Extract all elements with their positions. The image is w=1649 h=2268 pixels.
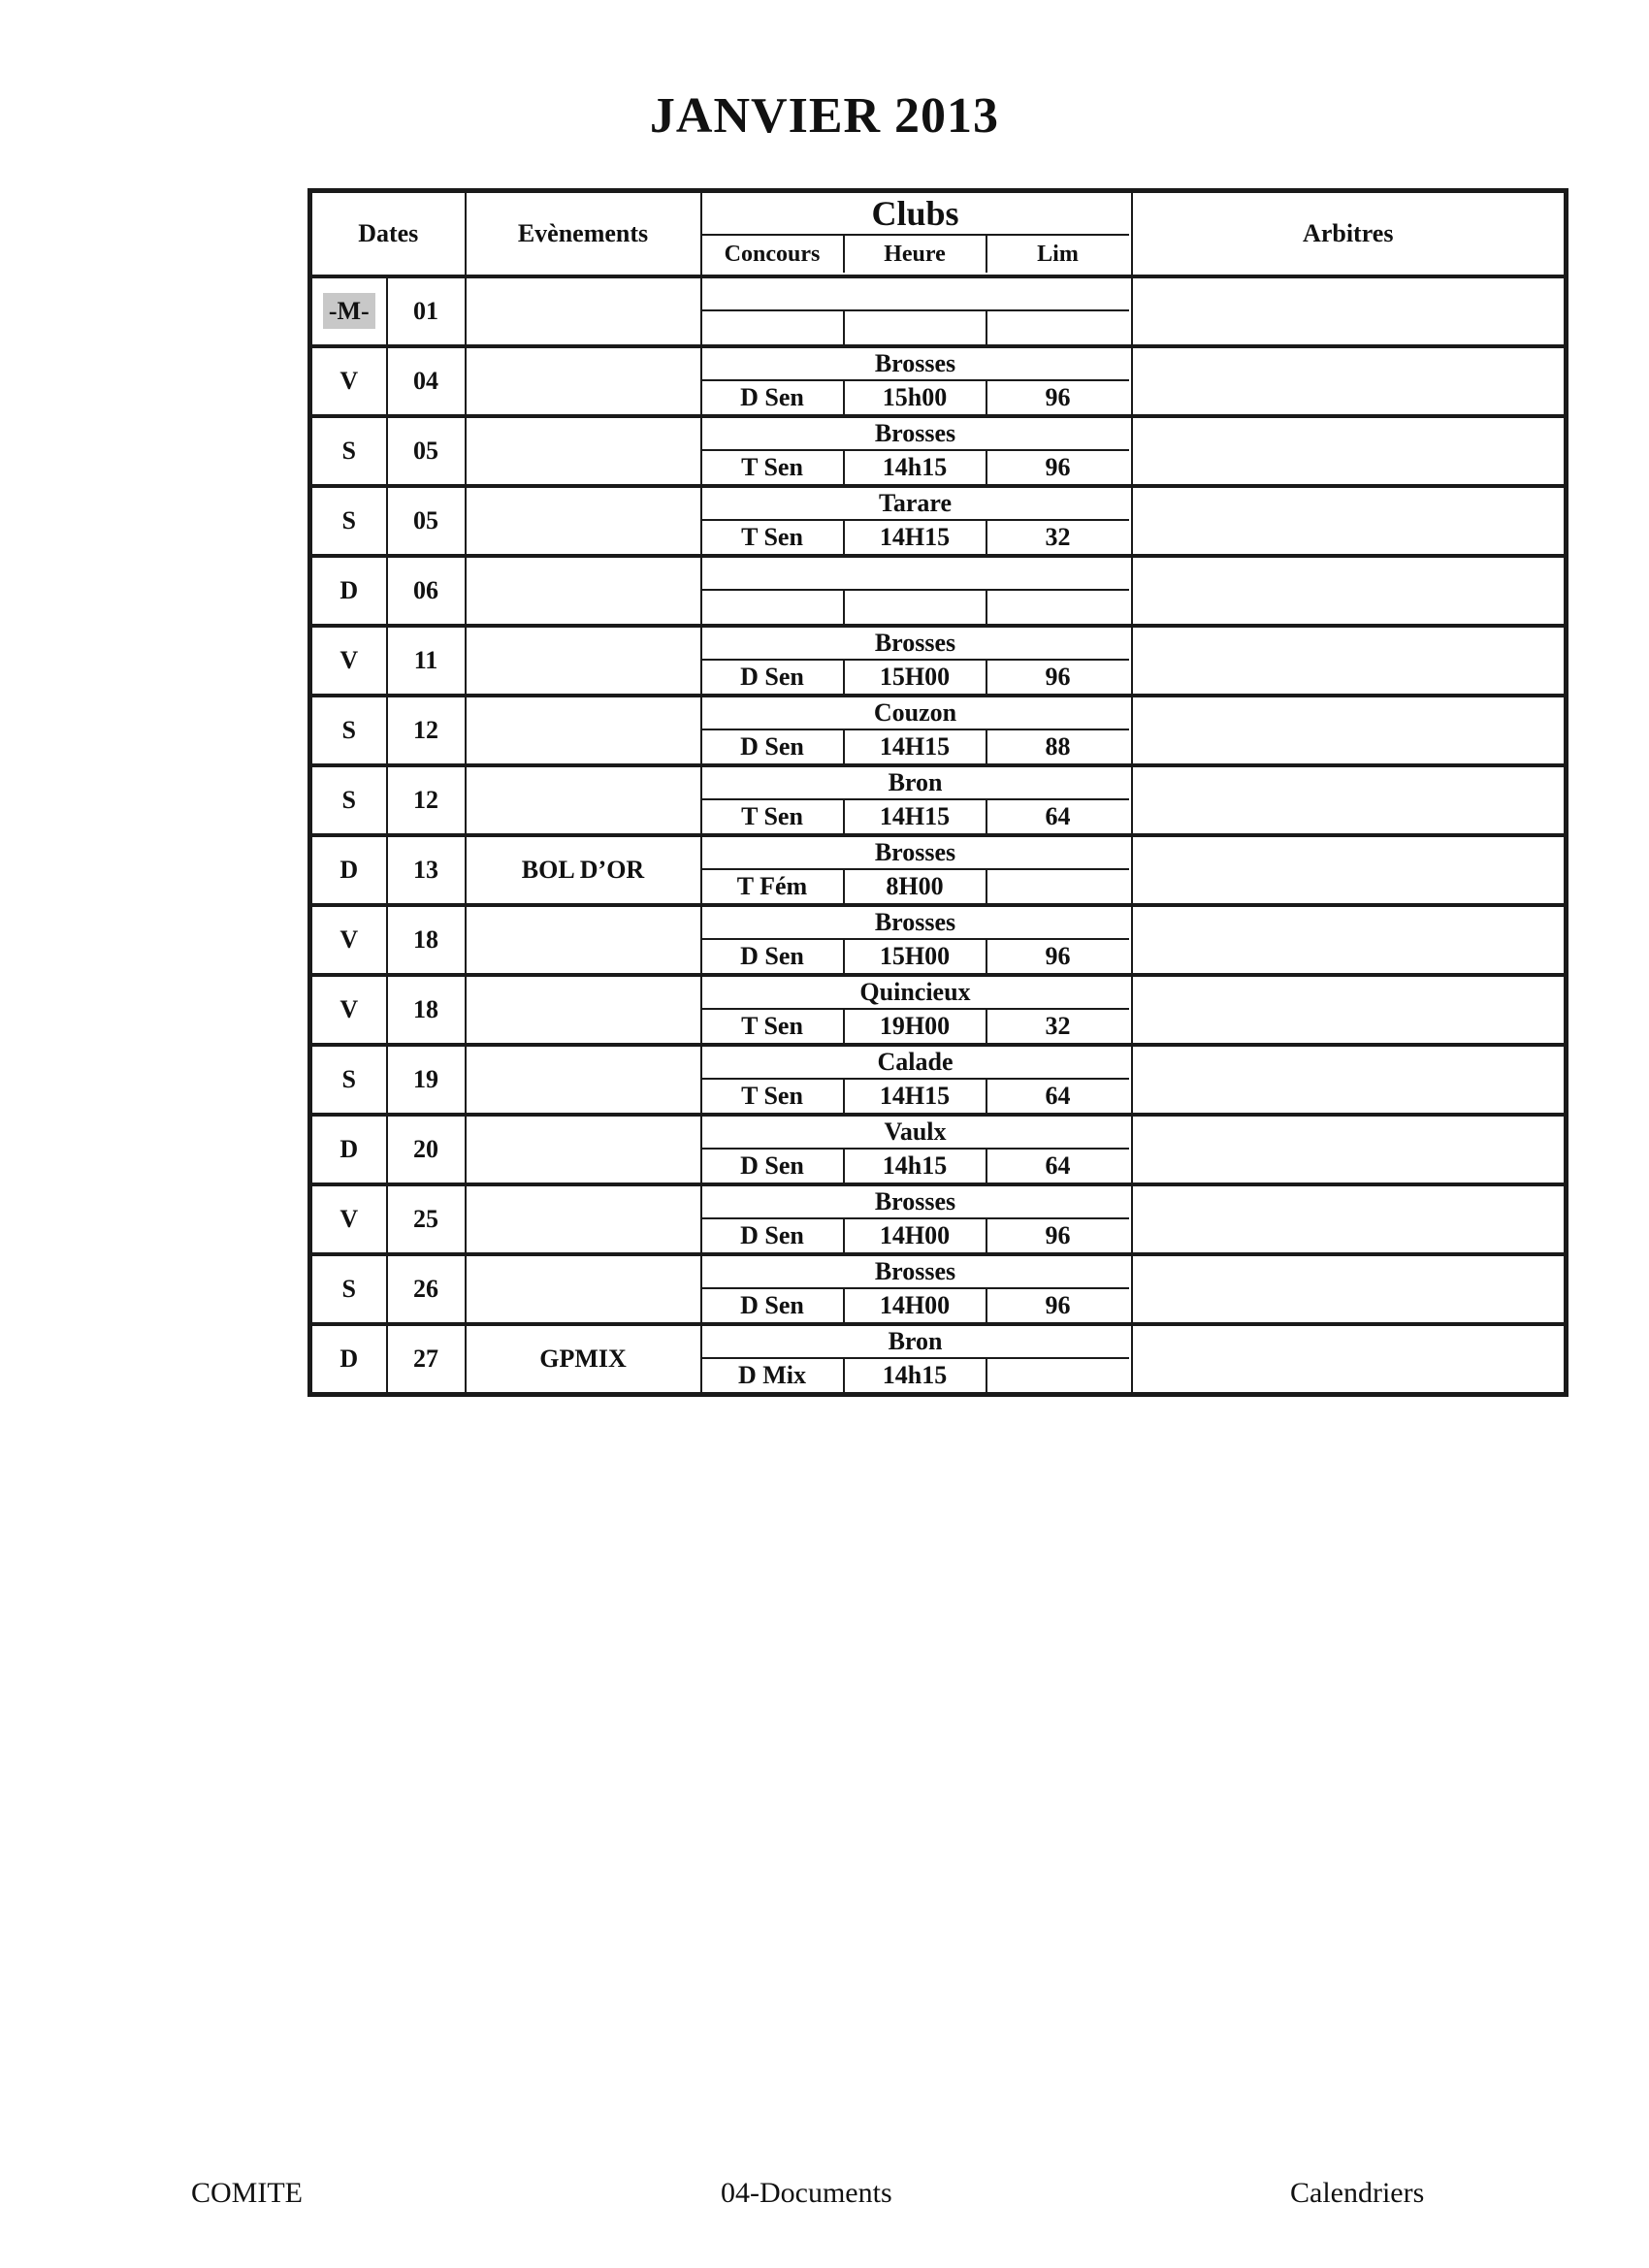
- arbitre-cell: [1132, 626, 1567, 696]
- date-cell: 20: [387, 1115, 466, 1184]
- clubs-header-label: Clubs: [702, 193, 1129, 236]
- concours-value: D Mix: [702, 1359, 845, 1392]
- dates-header: Dates: [310, 191, 466, 277]
- clubs-cell: [701, 626, 1132, 696]
- date-cell: 05: [387, 486, 466, 556]
- day-cell: [310, 975, 387, 1045]
- lim-value: 96: [1045, 453, 1071, 481]
- day-label: V: [340, 925, 359, 954]
- clubs-cell: [701, 1184, 1132, 1254]
- club-name: Couzon: [702, 697, 1129, 730]
- event-cell: BOL D’OR: [466, 835, 701, 905]
- table-row: [310, 486, 1567, 556]
- day-cell: [310, 346, 387, 416]
- day-cell: [310, 1254, 387, 1324]
- day-cell: [310, 626, 387, 696]
- clubs-cell: [701, 905, 1132, 975]
- club-name: Vaulx: [702, 1117, 1129, 1150]
- arbitre-cell: [1132, 905, 1567, 975]
- arbitre-cell: [1132, 346, 1567, 416]
- day-label: V: [340, 367, 359, 395]
- clubs-cell: [701, 1115, 1132, 1184]
- day-label: D: [340, 856, 359, 884]
- footer-right: Calendriers: [1290, 2177, 1425, 2209]
- event-cell: [466, 626, 701, 696]
- club-name: Bron: [702, 1326, 1129, 1359]
- club-name: Brosses: [702, 628, 1129, 661]
- date-cell: 06: [387, 556, 466, 626]
- date-cell: 19: [387, 1045, 466, 1115]
- date-cell: 05: [387, 416, 466, 486]
- concours-value: D Sen: [702, 730, 845, 763]
- table-row: [310, 626, 1567, 696]
- clubs-cell: [701, 975, 1132, 1045]
- day-cell: [310, 765, 387, 835]
- lim-value: [987, 1359, 1129, 1392]
- day-label: D: [340, 1135, 359, 1163]
- club-name: Calade: [702, 1047, 1129, 1080]
- arbitre-cell: [1132, 556, 1567, 626]
- arbitres-header: Arbitres: [1132, 191, 1567, 277]
- concours-value: T Fém: [702, 870, 845, 903]
- event-cell: [466, 1184, 701, 1254]
- concours-value: D Sen: [702, 1150, 845, 1183]
- lim-value: 96: [1045, 1291, 1071, 1319]
- heure-value: 14h15: [845, 451, 987, 484]
- heure-value: 14H15: [845, 1080, 987, 1113]
- lim-value: 88: [1045, 732, 1071, 761]
- table-row: [310, 975, 1567, 1045]
- day-label: S: [341, 1065, 356, 1093]
- table-row: [310, 1115, 1567, 1184]
- date-cell: 18: [387, 975, 466, 1045]
- clubs-cell: [701, 276, 1132, 346]
- concours-value: T Sen: [702, 521, 845, 554]
- heure-value: 14H15: [845, 521, 987, 554]
- date-cell: 04: [387, 346, 466, 416]
- lim-value: 64: [1045, 802, 1071, 830]
- arbitre-cell: [1132, 1115, 1567, 1184]
- lim-value: 64: [1045, 1151, 1071, 1180]
- table-row: [310, 346, 1567, 416]
- club-name: Quincieux: [702, 977, 1129, 1010]
- calendar-table: [307, 188, 1568, 1397]
- lim-value: 96: [1045, 663, 1071, 691]
- day-cell: [310, 905, 387, 975]
- event-cell: [466, 1115, 701, 1184]
- day-label: -M-: [323, 293, 375, 329]
- heure-value: 14H00: [845, 1219, 987, 1252]
- arbitre-cell: [1132, 975, 1567, 1045]
- concours-header: Concours: [702, 236, 845, 273]
- day-cell: [310, 486, 387, 556]
- club-name: Bron: [702, 767, 1129, 800]
- day-cell: [310, 276, 387, 346]
- day-label: V: [340, 995, 359, 1023]
- event-cell: [466, 556, 701, 626]
- concours-value: T Sen: [702, 1080, 845, 1113]
- concours-value: D Sen: [702, 940, 845, 973]
- event-cell: [466, 486, 701, 556]
- day-cell: [310, 416, 387, 486]
- event-cell: [466, 975, 701, 1045]
- arbitre-cell: [1132, 486, 1567, 556]
- day-label: S: [341, 1275, 356, 1303]
- heure-value: 14H15: [845, 800, 987, 833]
- clubs-cell: [701, 696, 1132, 765]
- lim-value: 96: [1045, 1221, 1071, 1249]
- clubs-cell: [701, 1045, 1132, 1115]
- footer-left: COMITE: [191, 2177, 303, 2209]
- heure-value: 15H00: [845, 661, 987, 694]
- day-cell: [310, 1045, 387, 1115]
- day-label: D: [340, 576, 359, 604]
- day-label: S: [341, 786, 356, 814]
- date-cell: 12: [387, 696, 466, 765]
- arbitre-cell: [1132, 1254, 1567, 1324]
- date-cell: 12: [387, 765, 466, 835]
- day-label: V: [340, 646, 359, 674]
- club-name: [702, 278, 1129, 311]
- clubs-cell: [701, 556, 1132, 626]
- concours-value: D Sen: [702, 1219, 845, 1252]
- lim-value: [987, 311, 1129, 344]
- table-row: [310, 1254, 1567, 1324]
- concours-value: D Sen: [702, 661, 845, 694]
- heure-value: 15h00: [845, 381, 987, 414]
- club-name: Brosses: [702, 1186, 1129, 1219]
- concours-value: T Sen: [702, 800, 845, 833]
- header-row: [310, 191, 1567, 277]
- heure-value: [845, 311, 987, 344]
- event-cell: [466, 276, 701, 346]
- event-cell: [466, 905, 701, 975]
- heure-value: 19H00: [845, 1010, 987, 1043]
- heure-value: 14h15: [845, 1150, 987, 1183]
- club-name: Brosses: [702, 418, 1129, 451]
- day-label: D: [340, 1345, 359, 1373]
- clubs-cell: [701, 835, 1132, 905]
- club-name: Brosses: [702, 1256, 1129, 1289]
- clubs-cell: [701, 486, 1132, 556]
- event-cell: GPMIX: [466, 1324, 701, 1395]
- table-row: [310, 765, 1567, 835]
- heure-value: 8H00: [845, 870, 987, 903]
- lim-value: [987, 870, 1129, 903]
- date-cell: 18: [387, 905, 466, 975]
- heure-header: Heure: [845, 236, 987, 273]
- arbitre-cell: [1132, 835, 1567, 905]
- concours-value: [702, 591, 845, 624]
- concours-value: D Sen: [702, 381, 845, 414]
- table-row: [310, 696, 1567, 765]
- heure-value: 14h15: [845, 1359, 987, 1392]
- events-header: Evènements: [466, 191, 701, 277]
- club-name: Brosses: [702, 837, 1129, 870]
- event-cell: [466, 346, 701, 416]
- concours-value: T Sen: [702, 1010, 845, 1043]
- arbitre-cell: [1132, 1184, 1567, 1254]
- event-cell: [466, 1254, 701, 1324]
- clubs-cell: [701, 765, 1132, 835]
- club-name: Brosses: [702, 907, 1129, 940]
- club-name: Tarare: [702, 488, 1129, 521]
- day-cell: [310, 1184, 387, 1254]
- event-cell: [466, 696, 701, 765]
- arbitre-cell: [1132, 1324, 1567, 1395]
- lim-value: [987, 591, 1129, 624]
- table-row: [310, 276, 1567, 346]
- lim-value: 96: [1045, 383, 1071, 411]
- clubs-cell: [701, 1254, 1132, 1324]
- clubs-cell: [701, 1324, 1132, 1395]
- date-cell: 11: [387, 626, 466, 696]
- clubs-cell: [701, 416, 1132, 486]
- date-cell: 25: [387, 1184, 466, 1254]
- heure-value: [845, 591, 987, 624]
- day-cell: [310, 1324, 387, 1395]
- club-name: [702, 558, 1129, 591]
- page-title: JANVIER 2013: [649, 88, 1000, 144]
- day-cell: [310, 556, 387, 626]
- clubs-cell: [701, 346, 1132, 416]
- date-cell: 27: [387, 1324, 466, 1395]
- arbitre-cell: [1132, 696, 1567, 765]
- heure-value: 14H00: [845, 1289, 987, 1322]
- date-cell: 01: [387, 276, 466, 346]
- day-label: S: [341, 437, 356, 465]
- table-row: [310, 1045, 1567, 1115]
- footer-middle: 04-Documents: [721, 2177, 892, 2209]
- table-row: [310, 835, 1567, 905]
- calendar-body: [310, 276, 1567, 1395]
- arbitre-cell: [1132, 276, 1567, 346]
- table-row: [310, 1324, 1567, 1395]
- day-label: V: [340, 1205, 359, 1233]
- day-cell: [310, 835, 387, 905]
- event-cell: [466, 1045, 701, 1115]
- club-name: Brosses: [702, 348, 1129, 381]
- arbitre-cell: [1132, 416, 1567, 486]
- day-label: S: [341, 716, 356, 744]
- arbitre-cell: [1132, 1045, 1567, 1115]
- lim-value: 32: [1045, 523, 1071, 551]
- table-row: [310, 905, 1567, 975]
- lim-value: 64: [1045, 1082, 1071, 1110]
- clubs-header: [701, 191, 1132, 277]
- date-cell: 13: [387, 835, 466, 905]
- table-row: [310, 416, 1567, 486]
- event-cell: [466, 416, 701, 486]
- day-cell: [310, 1115, 387, 1184]
- arbitre-cell: [1132, 765, 1567, 835]
- concours-value: T Sen: [702, 451, 845, 484]
- heure-value: 15H00: [845, 940, 987, 973]
- concours-value: [702, 311, 845, 344]
- heure-value: 14H15: [845, 730, 987, 763]
- date-cell: 26: [387, 1254, 466, 1324]
- lim-value: 32: [1045, 1012, 1071, 1040]
- day-cell: [310, 696, 387, 765]
- table-row: [310, 556, 1567, 626]
- lim-header: Lim: [1037, 242, 1079, 267]
- lim-value: 96: [1045, 942, 1071, 970]
- event-cell: [466, 765, 701, 835]
- concours-value: D Sen: [702, 1289, 845, 1322]
- table-row: [310, 1184, 1567, 1254]
- day-label: S: [341, 506, 356, 535]
